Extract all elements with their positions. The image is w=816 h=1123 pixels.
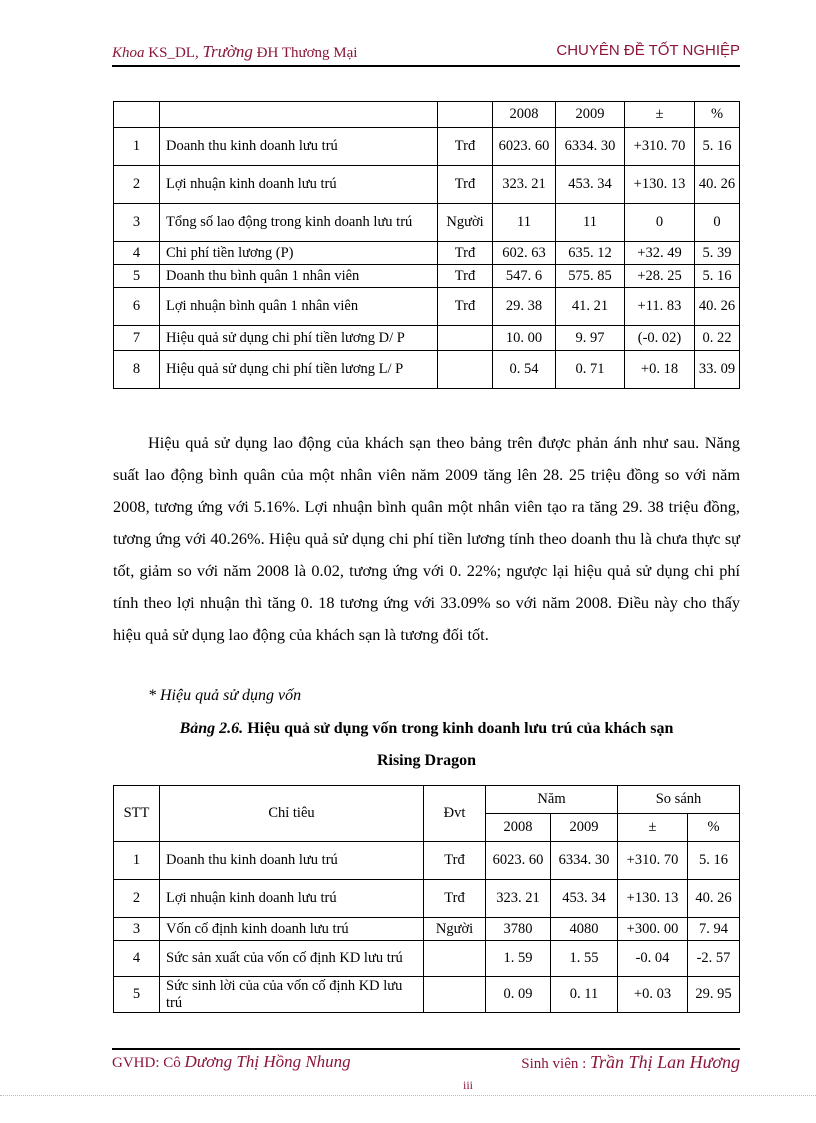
analysis-paragraph <box>113 427 740 651</box>
header-2009: 2009 <box>551 814 618 842</box>
section-note: * Hiệu quả sử dụng vốn <box>148 687 302 704</box>
footer-student <box>521 1052 740 1073</box>
cell-2009: 635. 12 <box>556 242 625 265</box>
table-row <box>114 941 740 977</box>
cell-2008: 6023. 60 <box>493 128 556 166</box>
cell-2008: 323. 21 <box>493 166 556 204</box>
table-row <box>114 204 740 242</box>
header-dept: KS_DL <box>148 45 195 61</box>
cell-stt: 1 <box>114 128 160 166</box>
cell-pct: 40. 26 <box>695 288 740 326</box>
header-pct: % <box>688 814 740 842</box>
cell-pct: 33. 09 <box>695 351 740 389</box>
cell-unit: Trđ <box>424 842 486 880</box>
cell-stt: 1 <box>114 842 160 880</box>
footer-supervisor <box>112 1052 351 1072</box>
cell-pct: -2. 57 <box>688 941 740 977</box>
cell-unit: Người <box>438 204 493 242</box>
footer-rule <box>112 1048 740 1050</box>
cell-diff: +310. 70 <box>618 842 688 880</box>
footer-student-name: Trần Thị Lan Hương <box>590 1052 740 1072</box>
table2-header-row1 <box>114 786 740 814</box>
header-2008: 2008 <box>486 814 551 842</box>
table-row <box>114 288 740 326</box>
cell-2008: 29. 38 <box>493 288 556 326</box>
cell-2008: 6023. 60 <box>486 842 551 880</box>
cell-diff: 0 <box>625 204 695 242</box>
cell-2008: 0. 09 <box>486 977 551 1013</box>
footer-student-label: Sinh viên : <box>521 1056 587 1072</box>
cell-stt: 2 <box>114 166 160 204</box>
cell-2009: 453. 34 <box>556 166 625 204</box>
footer-supervisor-name: Dương Thị Hồng Nhung <box>184 1052 351 1071</box>
cell-indicator: Lợi nhuận kinh doanh lưu trú <box>160 880 424 918</box>
caption-label: Bảng 2.6. <box>179 720 244 737</box>
cell-diff: +0. 18 <box>625 351 695 389</box>
cell-2009: 453. 34 <box>551 880 618 918</box>
cell-pct: 7. 94 <box>688 918 740 941</box>
cell-pct: 0 <box>695 204 740 242</box>
header-pct: % <box>695 102 740 128</box>
cell-unit <box>438 351 493 389</box>
page-header <box>112 42 740 64</box>
header-2009: 2009 <box>556 102 625 128</box>
cell-2008: 11 <box>493 204 556 242</box>
cell-indicator: Doanh thu bình quân 1 nhân viên <box>160 265 438 288</box>
table-header-row <box>114 102 740 128</box>
page-number: iii <box>462 1078 473 1092</box>
header-diff: ± <box>618 814 688 842</box>
cell-pct: 29. 95 <box>688 977 740 1013</box>
cell-2009: 6334. 30 <box>551 842 618 880</box>
cell-pct: 5. 16 <box>688 842 740 880</box>
table-row <box>114 242 740 265</box>
cell-2008: 547. 6 <box>493 265 556 288</box>
cell-2008: 1. 59 <box>486 941 551 977</box>
cell-pct: 40. 26 <box>688 880 740 918</box>
page-break-line <box>0 1095 816 1096</box>
cell-indicator: Hiệu quả sử dụng chi phí tiền lương L/ P <box>160 351 438 389</box>
cell-unit: Trđ <box>438 166 493 204</box>
cell-2008: 10. 00 <box>493 326 556 351</box>
cell-2009: 11 <box>556 204 625 242</box>
cell-2009: 4080 <box>551 918 618 941</box>
cell-2009: 0. 71 <box>556 351 625 389</box>
header-school: ĐH Thương Mại <box>256 45 358 61</box>
cell-stt: 4 <box>114 941 160 977</box>
cell-indicator: Lợi nhuận bình quân 1 nhân viên <box>160 288 438 326</box>
header-rule <box>112 65 740 67</box>
cell-pct: 5. 16 <box>695 265 740 288</box>
cell-pct: 0. 22 <box>695 326 740 351</box>
cell-indicator: Sức sinh lời của của vốn cố định KD lưu trú <box>160 977 424 1013</box>
cell-stt: 5 <box>114 977 160 1013</box>
paragraph-text: Hiệu quả sử dụng lao động của khách sạn theo bảng trên được phản ánh như sau. Năng suất lao động bình quân của một nhân viên năm 2009 tăng lên 28. 25 triệu đồng so với năm 2008, tương ứng với 5.16%. Lợi nhuận bình quân một nhân viên tạo ra tăng 29. 38 triệu đồng, tương ứng với 40.26%. Hiệu quả sử dụng chi phí tiền lương tính theo doanh thu là chưa thực sự tốt, giảm so với năm 2008 là 0.02, tương ứng với 0. 22%; ngược lại hiệu quả sử dụng chi phí tính theo lợi nhuận thì tăng 0. 18 tương ứng với 33.09% so với năm 2008. Điều này cho thấy hiệu quả sử dụng lao động của khách sạn là tương đối tốt. <box>113 433 740 644</box>
cell-2009: 575. 85 <box>556 265 625 288</box>
cell-pct: 5. 39 <box>695 242 740 265</box>
header-compare: So sánh <box>618 786 740 814</box>
cell-2008: 3780 <box>486 918 551 941</box>
header-stt: STT <box>114 786 160 842</box>
cell-diff: (-0. 02) <box>625 326 695 351</box>
cell-indicator: Chi phí tiền lương (P) <box>160 242 438 265</box>
table-row <box>114 351 740 389</box>
cell-diff: +0. 03 <box>618 977 688 1013</box>
cell-indicator: Hiệu quả sử dụng chi phí tiền lương D/ P <box>160 326 438 351</box>
header-year: Năm <box>486 786 618 814</box>
cell-diff: +32. 49 <box>625 242 695 265</box>
cell-2009: 1. 55 <box>551 941 618 977</box>
header-faculty: Khoa KS_DL, Trường ĐH Thương Mại <box>112 42 358 61</box>
cell-unit <box>424 941 486 977</box>
cell-stt: 5 <box>114 265 160 288</box>
cell-diff: +28. 25 <box>625 265 695 288</box>
cell-diff: +310. 70 <box>625 128 695 166</box>
table-row <box>114 918 740 941</box>
cell-pct: 5. 16 <box>695 128 740 166</box>
cell-unit: Trđ <box>424 880 486 918</box>
cell-2008: 0. 54 <box>493 351 556 389</box>
table-row <box>114 842 740 880</box>
cell-indicator: Tổng số lao động trong kinh doanh lưu trú <box>160 204 438 242</box>
cell-2009: 9. 97 <box>556 326 625 351</box>
cell-indicator: Doanh thu kinh doanh lưu trú <box>160 842 424 880</box>
caption-line2: Rising Dragon <box>376 752 477 769</box>
cell-stt: 2 <box>114 880 160 918</box>
cell-indicator: Vốn cố định kinh doanh lưu trú <box>160 918 424 941</box>
cell-stt: 7 <box>114 326 160 351</box>
cell-unit: Trđ <box>438 242 493 265</box>
table-row <box>114 977 740 1013</box>
caption-line1: Hiệu quả sử dụng vốn trong kinh doanh lưu trú của khách sạn <box>247 720 674 737</box>
cell-diff: +11. 83 <box>625 288 695 326</box>
cell-2009: 6334. 30 <box>556 128 625 166</box>
cell-2008: 323. 21 <box>486 880 551 918</box>
cell-2009: 0. 11 <box>551 977 618 1013</box>
cell-indicator: Sức sản xuất của vốn cố định KD lưu trú <box>160 941 424 977</box>
cell-indicator: Lợi nhuận kinh doanh lưu trú <box>160 166 438 204</box>
table-capital-efficiency <box>113 785 740 1013</box>
cell-stt: 4 <box>114 242 160 265</box>
table-labour-efficiency <box>113 101 740 389</box>
cell-unit: Người <box>424 918 486 941</box>
table-row <box>114 880 740 918</box>
page-footer <box>112 1052 740 1076</box>
cell-diff: +130. 13 <box>618 880 688 918</box>
table-row <box>114 166 740 204</box>
cell-2008: 602. 63 <box>493 242 556 265</box>
table-row <box>114 128 740 166</box>
cell-unit <box>438 326 493 351</box>
cell-2009: 41. 21 <box>556 288 625 326</box>
header-unit: Đvt <box>424 786 486 842</box>
cell-diff: +130. 13 <box>625 166 695 204</box>
header-indicator: Chỉ tiêu <box>160 786 424 842</box>
cell-unit: Trđ <box>438 288 493 326</box>
footer-gvhd-label: GVHD: Cô <box>112 1055 181 1071</box>
cell-stt: 6 <box>114 288 160 326</box>
cell-stt: 8 <box>114 351 160 389</box>
table-caption <box>113 720 740 738</box>
table-row <box>114 326 740 351</box>
cell-diff: -0. 04 <box>618 941 688 977</box>
cell-pct: 40. 26 <box>695 166 740 204</box>
cell-unit: Trđ <box>438 128 493 166</box>
header-title: CHUYÊN ĐỀ TỐT NGHIỆP <box>556 42 740 59</box>
header-diff: ± <box>625 102 695 128</box>
cell-stt: 3 <box>114 918 160 941</box>
cell-indicator: Doanh thu kinh doanh lưu trú <box>160 128 438 166</box>
header-2008: 2008 <box>493 102 556 128</box>
cell-unit: Trđ <box>438 265 493 288</box>
cell-stt: 3 <box>114 204 160 242</box>
cell-unit <box>424 977 486 1013</box>
header-truong: Trường <box>202 42 253 61</box>
table-row <box>114 265 740 288</box>
cell-diff: +300. 00 <box>618 918 688 941</box>
header-khoa: Khoa <box>112 45 145 61</box>
